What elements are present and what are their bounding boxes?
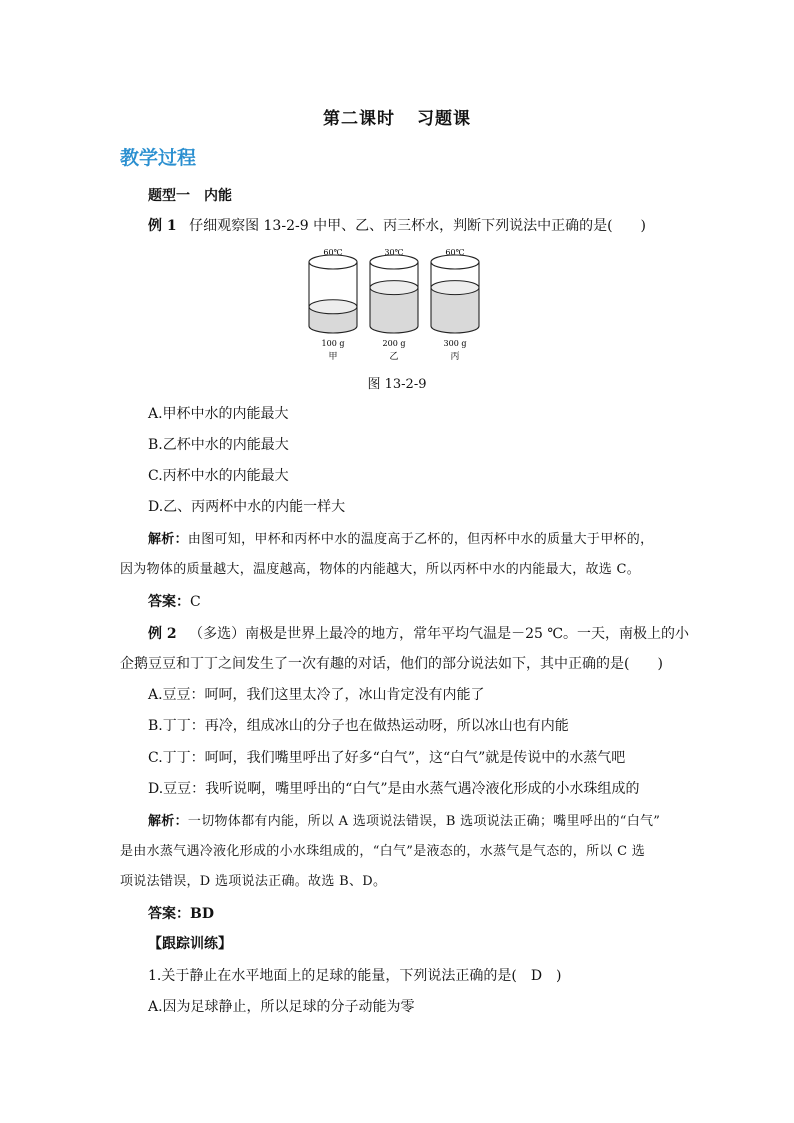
example-1-option-b: B.乙杯中水的内能最大 [148, 437, 289, 453]
section-heading: 教学过程 [120, 147, 197, 169]
example-2-question-line1: 例 2 （多选）南极是世界上最冷的地方，常年平均气温是－25 ℃。一天，南极上的小 [148, 626, 690, 642]
training-question-1-option-a: A.因为足球静止，所以足球的分子动能为零 [148, 999, 415, 1015]
cup-name: 丙 [450, 352, 460, 362]
cup-rim [309, 255, 357, 269]
title-part1: 第二课时 [323, 109, 395, 129]
water-surface [309, 300, 357, 314]
example-2-label: 例 2 [148, 626, 177, 642]
example-2-analysis-line1: 解析：一切物体都有内能，所以 A 选项说法错误，B 选项说法正确；嘴里呼出的“白气” [148, 814, 661, 829]
example-2-option-d: D.豆豆：我听说啊，嘴里呼出的“白气”是由水蒸气遇冷液化形成的小水珠组成的 [148, 781, 640, 797]
water-surface [431, 281, 479, 295]
cup-1 [309, 248, 357, 362]
analysis-label: 解析： [148, 532, 188, 547]
cup-rim [431, 255, 479, 269]
cup-mass: 300 g [443, 339, 467, 348]
example-1-analysis-line2: 因为物体的质量越大，温度越高，物体的内能越大，所以丙杯中水的内能最大，故选 C。 [120, 562, 641, 577]
cup-2 [370, 248, 418, 362]
cup-rim [370, 255, 418, 269]
example-2-analysis-line3: 项说法错误，D 选项说法正确。故选 B、D。 [120, 874, 387, 889]
analysis-label: 解析： [148, 814, 188, 829]
cup-mass: 200 g [382, 339, 406, 348]
page-title [0, 104, 794, 129]
cup-mass: 100 g [321, 339, 345, 348]
answer-label: 答案： [148, 594, 190, 610]
training-question-1: 1.关于静止在水平地面上的足球的能量，下列说法正确的是( D ) [148, 968, 562, 984]
water-surface [370, 281, 418, 295]
question-type-heading: 题型一 内能 [148, 188, 232, 204]
figure-caption: 图 13-2-9 [367, 377, 427, 392]
cup-name: 乙 [389, 352, 399, 362]
example-1-label: 例 1 [148, 218, 177, 234]
example-2-answer [148, 904, 214, 924]
example-2-option-b: B.丁丁：再冷，组成冰山的分子也在做热运动呀，所以冰山也有内能 [148, 718, 569, 734]
example-1-text: 仔细观察图 13-2-9 中甲、乙、丙三杯水，判断下列说法中正确的是( ) [189, 218, 646, 234]
example-2-option-a: A.豆豆：呵呵，我们这里太冷了，冰山肯定没有内能了 [148, 687, 485, 703]
cup-temperature: 60℃ [445, 248, 465, 257]
cups-figure [300, 244, 500, 366]
example-2-question-line2: 企鹅豆豆和丁丁之间发生了一次有趣的对话，他们的部分说法如下，其中正确的是( ) [120, 656, 663, 672]
example-1-option-a: A.甲杯中水的内能最大 [148, 406, 289, 422]
cup-3 [431, 248, 479, 362]
example-1-question [148, 216, 646, 236]
answer-label: 答案： [148, 906, 190, 922]
example-1-option-c: C.丙杯中水的内能最大 [148, 468, 289, 484]
title-part2: 习题课 [417, 109, 471, 129]
example-2-analysis-line2: 是由水蒸气遇冷液化形成的小水珠组成的，“白气”是液态的，水蒸气是气态的，所以 C 选 [120, 844, 646, 859]
example-1-answer [148, 592, 201, 612]
cup-temperature: 60℃ [323, 248, 343, 257]
example-2-option-c: C.丁丁：呵呵，我们嘴里呼出了好多“白气”，这“白气”就是传说中的水蒸气吧 [148, 750, 626, 766]
answer-value: BD [190, 906, 214, 922]
answer-value: C [190, 594, 201, 610]
example-1-analysis-line1: 解析：由图可知，甲杯和丙杯中水的温度高于乙杯的，但丙杯中水的质量大于甲杯的， [148, 532, 654, 547]
training-heading: 【跟踪训练】 [148, 936, 232, 952]
cup-temperature: 30℃ [384, 248, 404, 257]
example-1-option-d: D.乙、丙两杯中水的内能一样大 [148, 499, 346, 515]
cup-name: 甲 [328, 352, 338, 362]
